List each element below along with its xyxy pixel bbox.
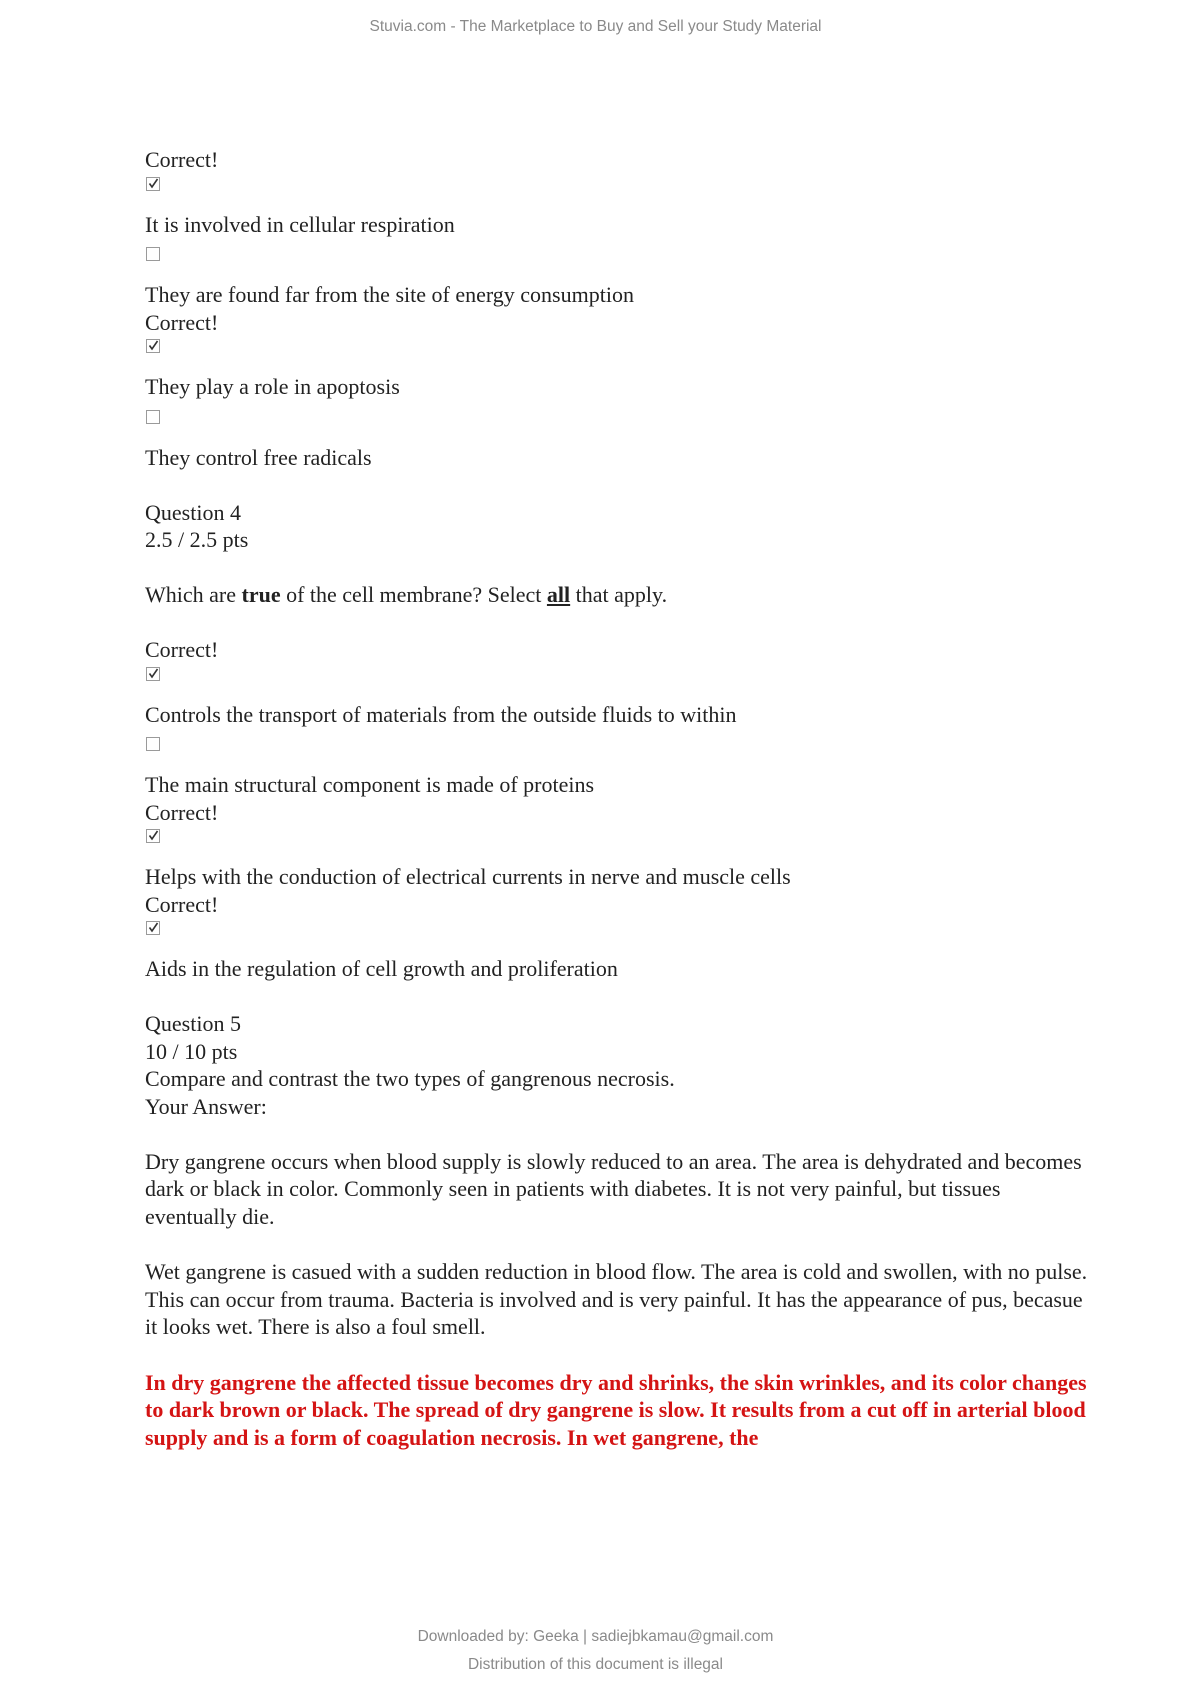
- prompt-text: Which are: [145, 582, 242, 607]
- question-4-prompt: [145, 581, 1095, 609]
- checkbox-checked[interactable]: [146, 921, 160, 935]
- option-text: It is involved in cellular respiration: [145, 211, 455, 237]
- q3-option-4: [145, 407, 1095, 472]
- q3-option-1: [145, 146, 1095, 238]
- quiz-content: [145, 146, 1095, 1451]
- option-text: Aids in the regulation of cell growth and proliferation: [145, 956, 618, 981]
- option-text: Controls the transport of materials from the outside fluids to within: [145, 701, 737, 727]
- option-text: The main structural component is made of proteins: [145, 772, 595, 797]
- question-4-title: Question 4: [145, 499, 241, 525]
- checkmark-icon: [148, 668, 159, 679]
- prompt-text: of the cell membrane? Select: [280, 582, 547, 607]
- checkbox-checked[interactable]: [146, 829, 160, 843]
- checkmark-icon: [148, 830, 159, 841]
- prompt-emphasis-all: all: [546, 582, 571, 607]
- checkbox-checked[interactable]: [146, 339, 160, 353]
- checkbox-checked[interactable]: [146, 667, 160, 681]
- your-answer-label: Your Answer:: [145, 1093, 267, 1119]
- distribution-notice: Distribution of this document is illegal: [467, 1656, 723, 1673]
- checkmark-icon: [148, 178, 159, 189]
- checkbox-unchecked[interactable]: [146, 247, 160, 261]
- checkbox-unchecked[interactable]: [146, 737, 160, 751]
- feedback-text: In dry gangrene the affected tissue becomes dry and shrinks, the skin wrinkles, and its color changes to dark brown or black. The spread of dry gangrene is slow. It results from a cut off in arterial blood supply and is a form of coagulation necrosis. In wet gangrene, the: [145, 1369, 1087, 1450]
- answer-paragraph-wet: Wet gangrene is casued with a sudden reduction in blood flow. The area is cold and swollen, with no pulse. This can occur from trauma. Bacteria is involved and is very painful. It has the appearance of pus, becasue it looks wet. There is also a foul smell.: [145, 1259, 1088, 1339]
- q4-option-4: [145, 891, 1095, 983]
- question-5-title: Question 5: [145, 1011, 241, 1036]
- q4-option-2: [145, 734, 1095, 799]
- q4-option-3: [145, 799, 1095, 891]
- option-text: They control free radicals: [145, 444, 372, 470]
- correct-label: Correct!: [145, 147, 219, 172]
- question-5-points: 10 / 10 pts: [145, 1038, 238, 1064]
- page-header-watermark: Stuvia.com - The Marketplace to Buy and Sell your Study Material: [369, 18, 822, 35]
- q3-option-2: [145, 244, 1095, 309]
- option-text: They play a role in apoptosis: [145, 374, 400, 399]
- checkbox-unchecked[interactable]: [146, 410, 160, 424]
- correct-label: Correct!: [145, 309, 219, 335]
- prompt-emphasis-true: true: [241, 582, 281, 607]
- q3-option-3: [145, 309, 1095, 401]
- correct-label: Correct!: [145, 891, 219, 917]
- option-text: Helps with the conduction of electrical currents in nerve and muscle cells: [145, 864, 791, 889]
- answer-paragraph-dry: Dry gangrene occurs when blood supply is slowly reduced to an area. The area is dehydrated and becomes dark or black in color. Commonly seen in patients with diabetes. It is not very painful, but tissues eventually die.: [145, 1148, 1082, 1229]
- checkbox-checked[interactable]: [146, 177, 160, 191]
- correct-label: Correct!: [145, 637, 219, 662]
- download-info: Downloaded by: Geeka | sadiejbkamau@gmail.com: [417, 1628, 774, 1645]
- checkmark-icon: [148, 340, 159, 351]
- question-5-prompt: Compare and contrast the two types of gangrenous necrosis.: [145, 1066, 675, 1091]
- correct-label: Correct!: [145, 799, 219, 825]
- option-text: They are found far from the site of energy consumption: [145, 282, 634, 307]
- checkmark-icon: [148, 922, 159, 933]
- question-4-points: 2.5 / 2.5 pts: [145, 527, 249, 552]
- q4-option-1: [145, 636, 1095, 728]
- prompt-text: that apply.: [570, 582, 668, 607]
